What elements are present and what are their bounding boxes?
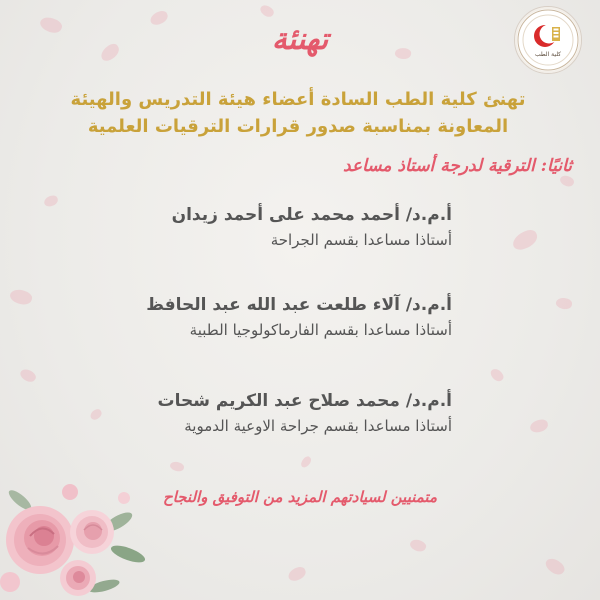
petal-decoration bbox=[555, 296, 573, 311]
intro-line-1: تهنئ كلية الطب السادة أعضاء هيئة التدريس والهيئة bbox=[70, 89, 526, 110]
page-title: تهنئة bbox=[271, 22, 329, 57]
petal-decoration bbox=[543, 555, 567, 578]
intro-line-2: المعاونة بمناسبة صدور قرارات الترقيات العلمية bbox=[87, 116, 509, 137]
petal-decoration bbox=[169, 460, 185, 473]
promotion-department: أستاذا مساعدا بقسم الفارماكولوجيا الطبية bbox=[189, 321, 452, 339]
petal-decoration bbox=[408, 537, 427, 554]
promotion-department: أستاذا مساعدا بقسم جراحة الاوعية الدموية bbox=[184, 417, 452, 435]
petal-decoration bbox=[18, 366, 37, 384]
petal-decoration bbox=[89, 408, 104, 422]
promotion-name: أ.م.د/ محمد صلاح عبد الكريم شحات bbox=[157, 391, 452, 411]
roses-decoration bbox=[0, 470, 150, 600]
promotion-department: أستاذا مساعدا بقسم الجراحة bbox=[270, 231, 452, 249]
petal-decoration bbox=[489, 366, 506, 383]
promotion-name: أ.م.د/ آلاء طلعت عبد الله عبد الحافظ bbox=[146, 295, 452, 315]
petal-decoration bbox=[258, 3, 275, 20]
section-heading: ثانيًا: الترقية لدرجة أستاذ مساعد bbox=[343, 156, 572, 176]
petal-decoration bbox=[8, 287, 33, 308]
logo-caption: كلية الطب bbox=[534, 51, 562, 58]
promotion-name: أ.م.د/ أحمد محمد على أحمد زيدان bbox=[171, 205, 452, 225]
petal-decoration bbox=[510, 227, 540, 252]
closing-wishes: متمنيين لسيادتهم المزيد من التوفيق والنجاح bbox=[163, 488, 437, 506]
petal-decoration bbox=[286, 565, 307, 582]
promotion-entry bbox=[172, 202, 452, 252]
petal-decoration bbox=[299, 455, 313, 469]
petal-decoration bbox=[43, 194, 59, 207]
petal-decoration bbox=[529, 419, 549, 434]
promotion-entry bbox=[157, 388, 452, 438]
promotion-entry bbox=[146, 292, 452, 342]
intro-text bbox=[58, 86, 538, 140]
